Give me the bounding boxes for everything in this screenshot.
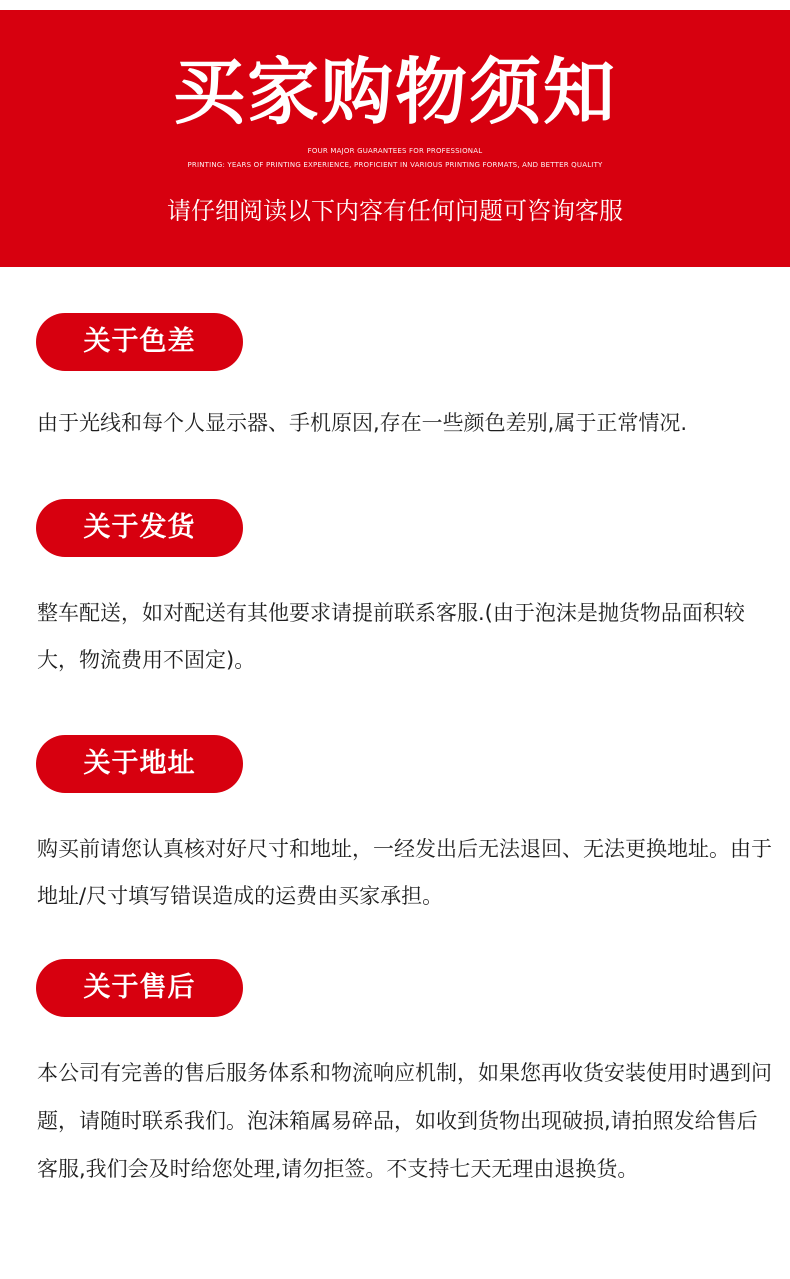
section-heading-color-difference: 关于色差 <box>36 313 243 371</box>
section-text-shipping: 整车配送，如对配送有其他要求请提前联系客服.(由于泡沫是抛货物品面积较大，物流费用不固定)。 <box>37 601 745 672</box>
section-heading-shipping: 关于发货 <box>36 499 243 557</box>
section-heading-after-sales: 关于售后 <box>36 959 243 1017</box>
english-tagline-line-2: PRINTING: YEARS OF PRINTING EXPERIENCE, PROFICIENT IN VARIOUS PRINTING FORMATS, AND BETTER QUALITY <box>187 161 603 169</box>
header-notice: 请仔细阅读以下内容有任何问题可咨询客服 <box>167 197 623 225</box>
section-text-address: 购买前请您认真核对好尺寸和地址，一经发出后无法退回、无法更换地址。由于地址/尺寸填写错误造成的运费由买家承担。 <box>37 837 772 908</box>
section-text-after-sales: 本公司有完善的售后服务体系和物流响应机制，如果您再收货安装使用时遇到问题，请随时联系我们。泡沫箱属易碎品，如收到货物出现破损,请拍照发给售后客服,我们会及时给您处理,请勿拒签。不支持七天无理由退换货。 <box>37 1061 772 1181</box>
section-heading-address: 关于地址 <box>36 735 243 793</box>
section-text-color-difference: 由于光线和每个人显示器、手机原因,存在一些颜色差别,属于正常情况. <box>37 411 688 435</box>
header-banner <box>0 10 790 267</box>
page-title: 买家购物须知 <box>172 50 617 134</box>
english-tagline-line-1: FOUR MAJOR GUARANTEES FOR PROFESSIONAL <box>307 147 483 155</box>
